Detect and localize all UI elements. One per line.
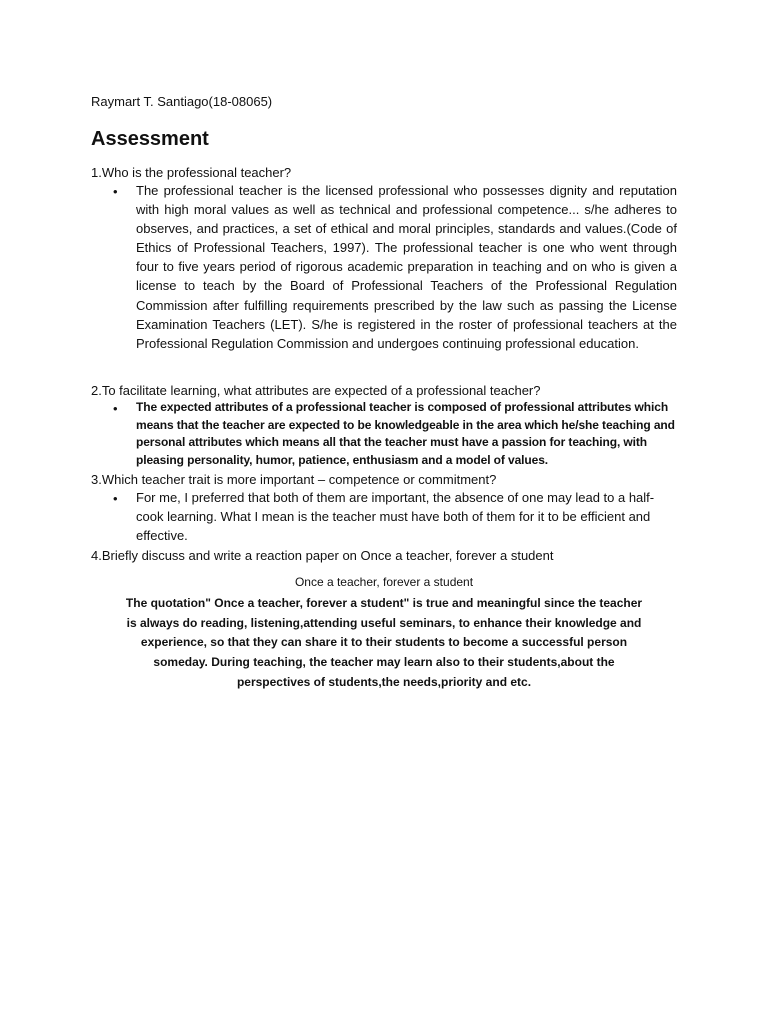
question-3: 3.Which teacher trait is more important – competence or commitment?	[91, 472, 497, 487]
answer-3: For me, I preferred that both of them are important, the absence of one may lead to a half-cook learning. What I mean is the teacher must have both of them for it to be efficient and effective.	[136, 490, 655, 543]
question-1: 1.Who is the professional teacher?	[91, 165, 292, 180]
bullet-marker: •	[113, 491, 118, 506]
author-line: Raymart T. Santiago(18-08065)	[91, 94, 273, 109]
answer-2: The expected attributes of a professional teacher is composed of professional attributes which means that the teacher are expected to be knowledgeable in the area which he/she teaching and personal attributes which means all that the teacher must have a passion for teaching, with pleasing personality, humor, patience, enthusiasm and a model of values.	[136, 400, 675, 467]
answer-1: The professional teacher is the licensed professional who possesses dignity and reputation with high moral values as well as technical and professional competence... s/he adheres to observes, and practices, a set of ethical and moral principles, standards and values.(Code of Ethics of Professional Teachers, 1997). The professional teacher is one who went through four to five years period of rigorous academic preparation in teaching and on who is given a license to teach by the Board of Professional Teachers of the Professional Regulation Commission after fulfilling requirements prescribed by the law such as passing the License Examination Teachers (LET). S/he is registered in the roster of professional teachers at the Professional Regulation Commission and undergoes continuing professional education.	[136, 183, 677, 351]
reaction-title: Once a teacher, forever a student	[294, 575, 474, 589]
bullet-marker: •	[113, 401, 118, 416]
bullet-marker: •	[113, 184, 118, 199]
question-2: 2.To facilitate learning, what attributes are expected of a professional teacher?	[91, 383, 541, 398]
page-title: Assessment	[91, 128, 209, 150]
reaction-body: The quotation" Once a teacher, forever a student" is true and meaningful since the teacher is always do reading, listening,attending useful seminars, to enhance their knowledge and experience, so that they can share it to their students to become a successful person someday. During teaching, the teacher may learn also to their students,about the perspectives of students,the needs,priority and etc.	[125, 596, 643, 689]
question-4: 4.Briefly discuss and write a reaction paper on Once a teacher, forever a student	[91, 548, 554, 563]
